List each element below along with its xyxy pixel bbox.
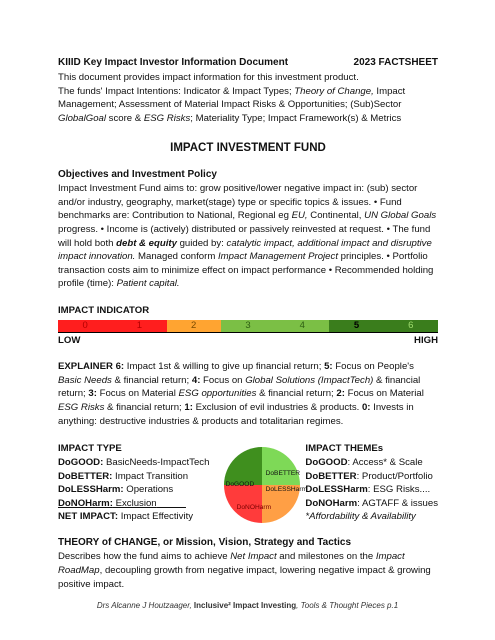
- row-value: Impact Transition: [112, 470, 189, 482]
- footer-text: Inclusive² Impact Investing: [193, 601, 297, 610]
- theory-text: Describes how the fund aims to achieve: [58, 551, 231, 563]
- intro-line: This document provides impact information for this investment product.: [58, 72, 359, 84]
- exp-text: 4:: [191, 374, 201, 386]
- theory-text: Net Impact: [230, 551, 277, 563]
- indicator-segment-0: 0: [58, 320, 112, 332]
- pie-label-donoharm: DoNOHarm: [236, 504, 272, 512]
- obj-text: EU,: [291, 210, 308, 222]
- row-value: : Access* & Scale: [347, 456, 423, 468]
- objectives-heading: Objectives and Investment Policy: [58, 168, 217, 180]
- intro-paragraph: [58, 71, 438, 125]
- intro-text: The funds' Impact Intentions: Indicator & Impact Types;: [58, 85, 295, 97]
- row-key: DoBETTER: [305, 470, 357, 482]
- exp-text: Invests in anything: destructive industries & products and totalitarian regimes.: [58, 402, 414, 427]
- row-value: Operations: [123, 484, 174, 496]
- exp-text: 5:: [324, 361, 333, 373]
- impact-type-row: [58, 470, 216, 484]
- factsheet-label: 2023 FACTSHEET: [353, 57, 438, 68]
- impact-type-heading: IMPACT TYPE: [58, 443, 122, 455]
- exp-text: & financial return;: [111, 374, 192, 386]
- exp-text: EXPLAINER 6:: [58, 361, 125, 373]
- exp-text: Focus on Material: [344, 388, 424, 400]
- exp-text: ESG opportunities: [178, 388, 257, 400]
- document-title: KIIID Key Impact Investor Information Document: [58, 57, 289, 68]
- row-value: : Product/Portfolio: [356, 470, 433, 482]
- document-page: [58, 56, 438, 591]
- intro-text: Impact Management; Assessment of Material Impact Risks & Opportunities; (Sub)Sector: [58, 85, 406, 111]
- footer-text: Drs Alcanne J Houtzaager,: [96, 601, 194, 610]
- obj-text: Impact Management Project: [218, 251, 338, 263]
- indicator-segment-5: 5: [329, 320, 383, 332]
- row-value: : AGTAFF & issues: [357, 497, 438, 509]
- exp-text: Impact 1st & willing to give up financial return;: [124, 361, 325, 373]
- obj-text: Patient capital.: [116, 278, 180, 290]
- row-value: Impact Effectivity: [118, 511, 194, 523]
- indicator-scale: [58, 332, 438, 348]
- objectives-paragraph: [58, 182, 438, 291]
- impact-pie: [222, 445, 308, 525]
- impact-indicator-bar: [58, 320, 438, 332]
- obj-text: Managed conform: [135, 251, 218, 263]
- obj-text: principles. • Portfolio transaction costs aim to minimize effect on impact performance • Recommended holding profile (time):: [58, 251, 434, 290]
- impact-section: [58, 442, 438, 523]
- theory-heading: THEORY of CHANGE, or Mission, Vision, Strategy and Tactics: [58, 537, 352, 549]
- row-value: : ESG Risks....: [367, 484, 431, 496]
- impact-theme-note: *Affordability & Availability: [305, 511, 416, 523]
- impact-type-row: [58, 497, 216, 511]
- pie-label-dobetter: DoBETTER: [265, 470, 301, 478]
- theory-text: and milestones on the: [276, 551, 376, 563]
- row-value: Exclusion: [112, 497, 157, 509]
- row-key: DoNOHarm: [305, 497, 358, 509]
- impact-themes-heading: IMPACT THEMEs: [305, 443, 384, 455]
- obj-text: debt & equity: [116, 237, 177, 249]
- theory-text: , decoupling growth from negative impact, lowering negative impact & growing positive impact.: [58, 565, 431, 590]
- intro-text: GlobalGoal: [58, 113, 106, 125]
- obj-text: Continental,: [307, 210, 365, 222]
- exp-text: 1:: [184, 402, 193, 414]
- indicator-segment-3: 3: [221, 320, 275, 332]
- indicator-segment-4: 4: [275, 320, 329, 332]
- intro-text: ESG Risks: [143, 113, 191, 125]
- fund-title: IMPACT INVESTMENT FUND: [170, 141, 326, 154]
- indicator-segment-6: 6: [384, 320, 438, 332]
- impact-type-row: [58, 483, 216, 497]
- exp-text: Focus on Material: [96, 388, 179, 400]
- theory-paragraph: [58, 550, 438, 591]
- indicator-segment-1: 1: [112, 320, 166, 332]
- theory-text: Impact RoadMap: [58, 551, 405, 577]
- exp-text: Basic Needs: [58, 374, 112, 386]
- row-key: DoBETTER:: [58, 470, 113, 482]
- page-footer: [0, 600, 495, 611]
- low-label: LOW: [58, 334, 81, 346]
- exp-text: Global Solutions (ImpactTech): [245, 374, 374, 386]
- obj-text: catalytic impact, additional impact and disruptive impact innovation.: [58, 237, 432, 263]
- impact-theme-row: [305, 497, 438, 511]
- footer-text: , Tools & Thought Pieces p.1: [296, 601, 399, 610]
- document-header: [58, 56, 438, 70]
- exp-text: Focus on People's: [332, 361, 414, 373]
- intro-text: Theory of Change,: [294, 85, 374, 97]
- exp-text: Exclusion of evil industries & products.: [192, 402, 362, 414]
- row-key: DoGOOD:: [58, 456, 104, 468]
- impact-type-row: [58, 510, 216, 524]
- obj-text: progress. • Income is (actively) distributed or passively reinvested at request. • The fund will hold both: [58, 223, 431, 249]
- row-value: BasicNeeds-ImpactTech: [103, 456, 210, 468]
- row-key: DoGOOD: [305, 456, 348, 468]
- impact-themes-column: [305, 442, 438, 523]
- intro-text: score &: [106, 113, 144, 125]
- impact-type-row: [58, 456, 216, 470]
- exp-text: 3:: [88, 388, 97, 400]
- row-key: DoLESSHarm: [305, 484, 368, 496]
- exp-text: & financial return;: [58, 374, 421, 400]
- exp-text: 2:: [336, 388, 345, 400]
- row-key: DoNOHarm:: [58, 497, 113, 509]
- pie-label-dolessharm: DoLESSHarm: [265, 486, 308, 494]
- exp-text: 0:: [361, 402, 371, 414]
- obj-text: UN Global Goals: [364, 210, 437, 222]
- high-label: HIGH: [414, 334, 438, 346]
- obj-text: guided by:: [176, 237, 227, 249]
- impact-pie-column: [216, 442, 306, 514]
- impact-theme-row: [305, 456, 438, 470]
- exp-text: & financial return;: [256, 388, 337, 400]
- explainer-paragraph: [58, 360, 438, 428]
- impact-type-column: [58, 442, 216, 523]
- impact-indicator-label: IMPACT INDICATOR: [58, 305, 150, 317]
- exp-text: Focus on: [200, 374, 246, 386]
- indicator-segment-2: 2: [167, 320, 221, 332]
- row-key: NET IMPACT:: [58, 511, 119, 523]
- exp-text: & financial return;: [104, 402, 185, 414]
- impact-theme-row: [305, 483, 438, 497]
- pie-slice-dobetter: [262, 447, 300, 485]
- obj-text: Impact Investment Fund aims to: grow positive/lower negative impact in: (sub) sector and/or industry, geography, market(stage) type or specific topics & issues. • Fund benchmarks are: Contribution to National, Regional eg: [58, 183, 418, 222]
- intro-text: ; Materiality Type; Impact Framework(s) & Metrics: [190, 113, 402, 125]
- row-key: DoLESSHarm:: [58, 484, 124, 496]
- impact-theme-row: [305, 470, 438, 484]
- theory-section: [58, 536, 438, 591]
- exp-text: ESG Risks: [58, 402, 105, 414]
- pie-label-dogood: DoGOOD: [225, 481, 255, 489]
